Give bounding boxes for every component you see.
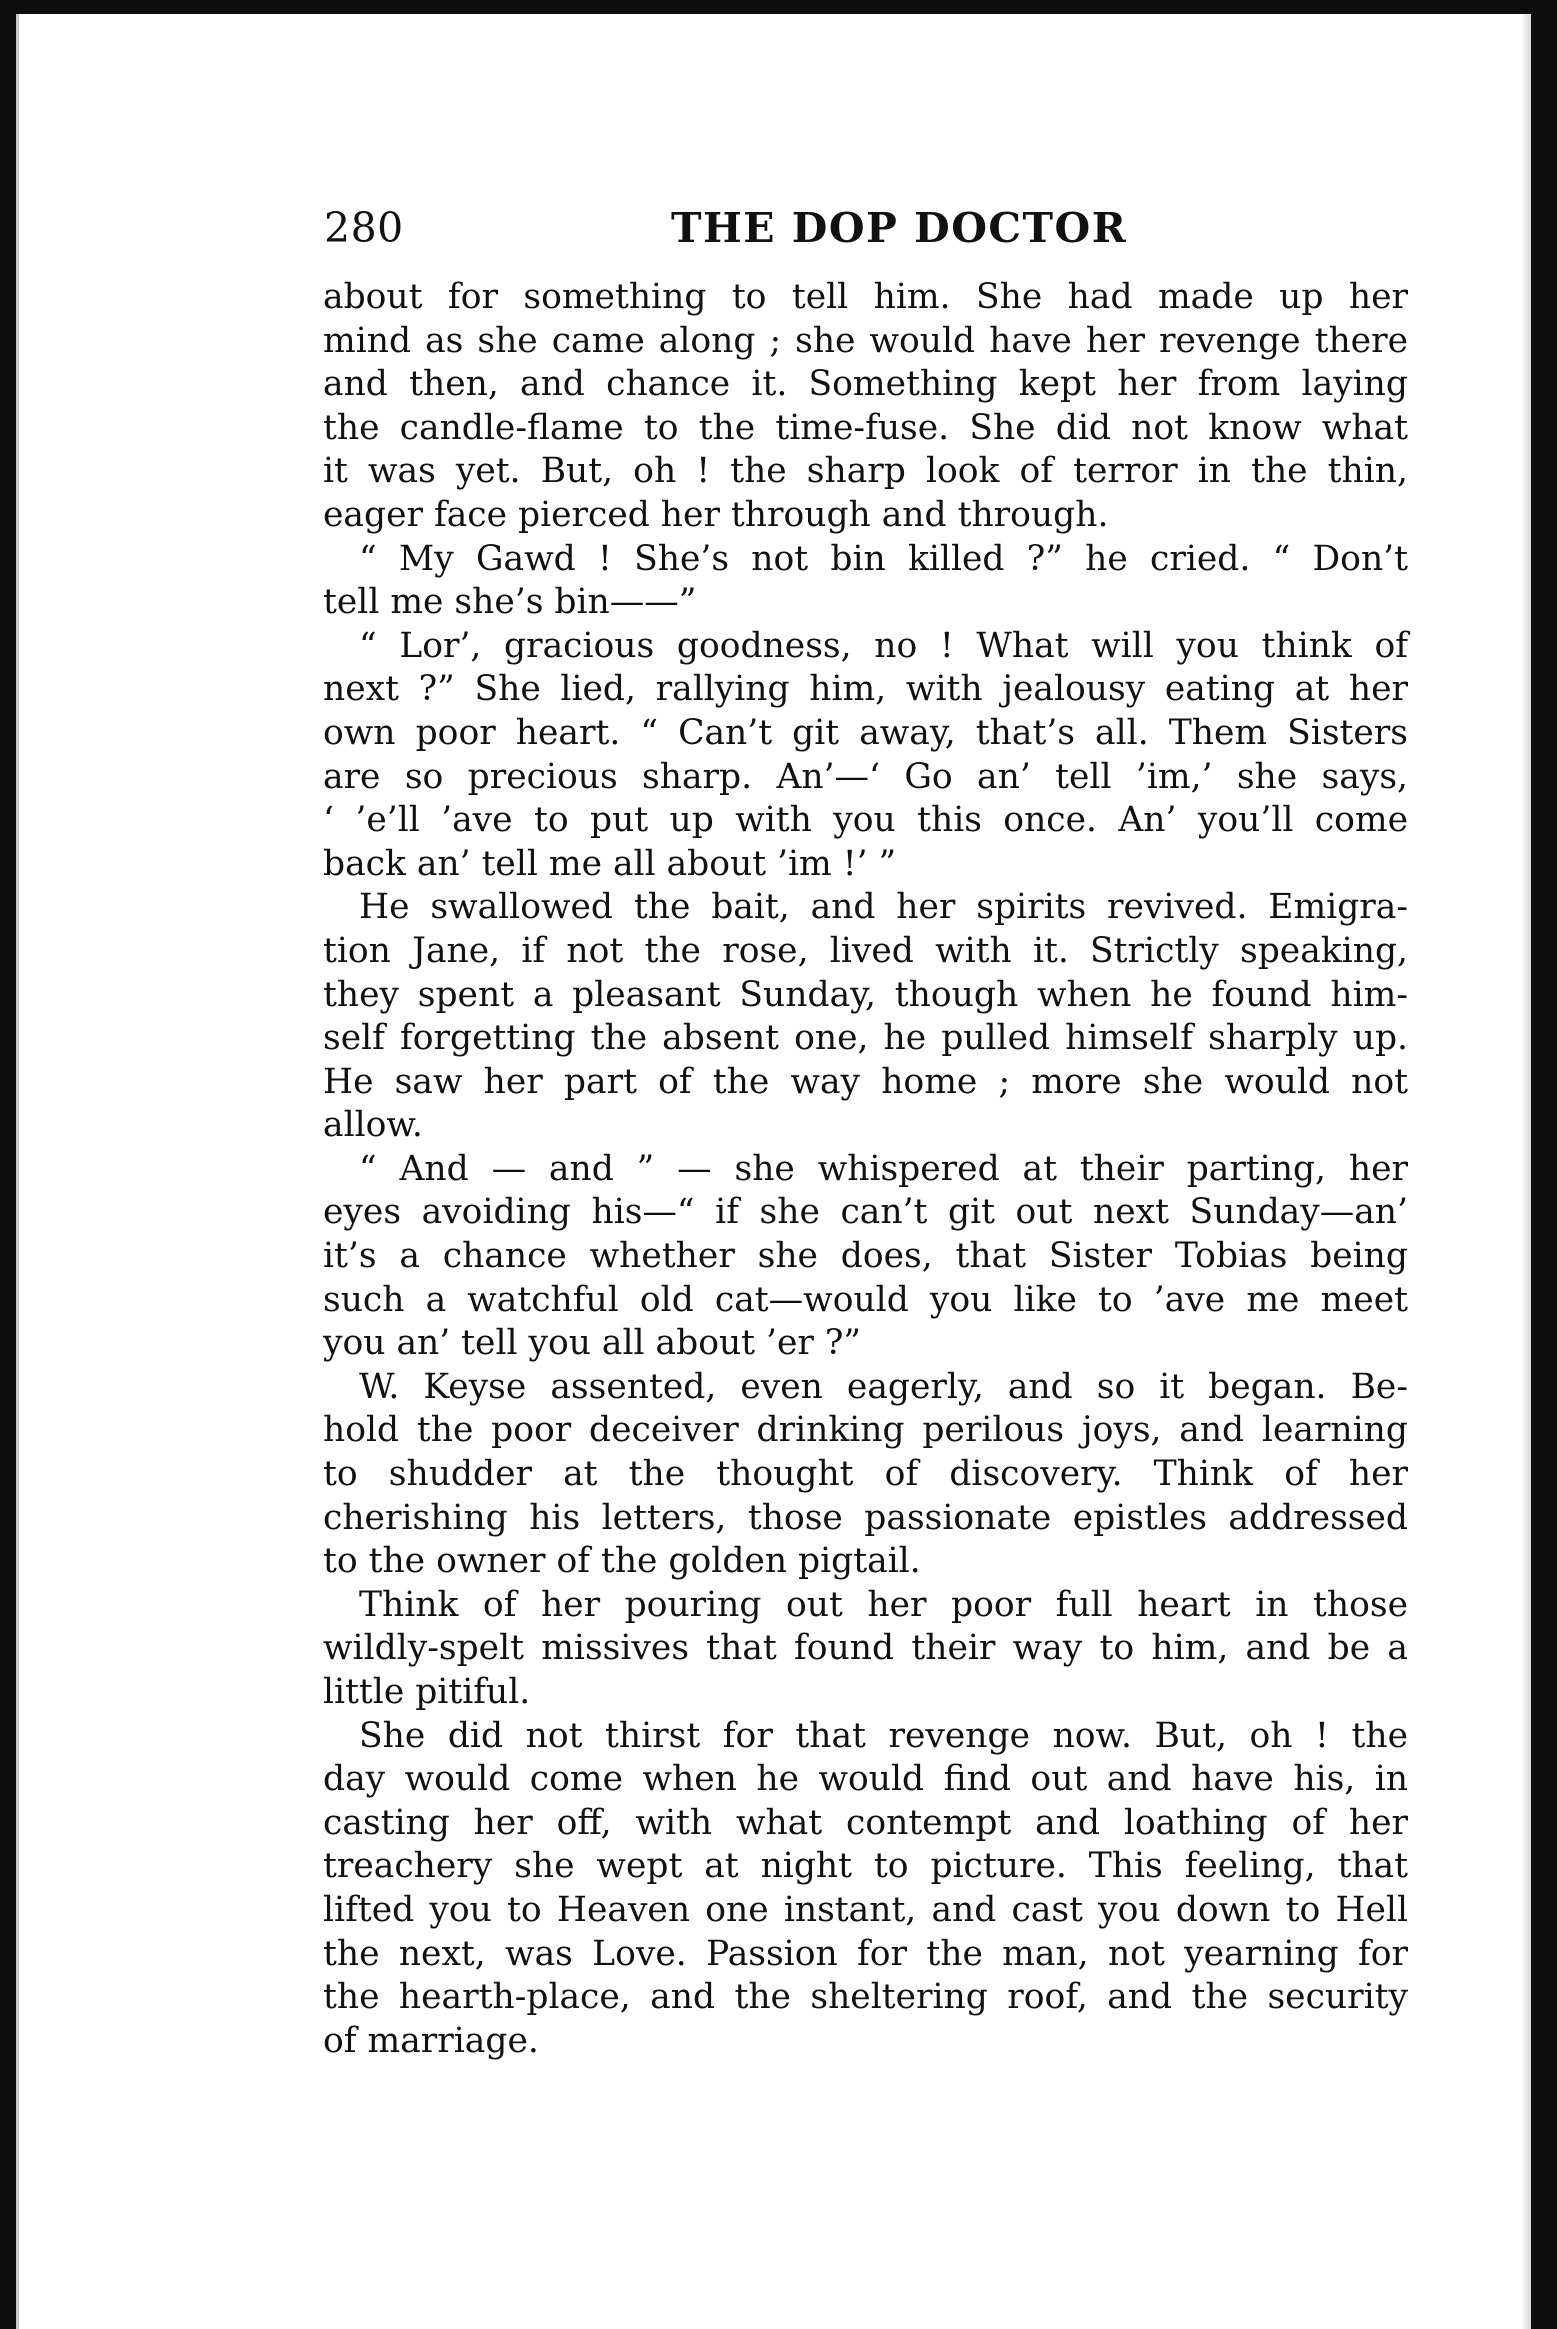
- text-line: such a watchful old cat—would you like to ’ave me meet: [323, 1279, 1408, 1320]
- text-line: day would come when he would find out and have his, in: [323, 1759, 1408, 1800]
- text-line: ‘ ’e’ll ’ave to put up with you this once. An’ you’ll come: [323, 800, 1408, 841]
- text-line: own poor heart. “ Can’t git away, that’s all. Them Sisters: [323, 712, 1408, 753]
- text-line: little pitiful.: [323, 1672, 531, 1712]
- text-line: Think of her pouring out her poor full heart in those: [359, 1584, 1408, 1625]
- text-line: they spent a pleasant Sunday, though when he found him-: [323, 974, 1408, 1015]
- text-line: it was yet. But, oh ! the sharp look of terror in the thin,: [323, 451, 1408, 492]
- text-line: W. Keyse assented, even eagerly, and so it began. Be-: [359, 1366, 1408, 1407]
- text-line: He swallowed the bait, and her spirits revived. Emigra-: [359, 887, 1408, 928]
- paragraph: [323, 886, 1408, 1148]
- text-line: lifted you to Heaven one instant, and cast you down to Hell: [323, 1889, 1408, 1930]
- text-line: self forgetting the absent one, he pulled himself sharply up.: [323, 1018, 1408, 1059]
- text-line: tion Jane, if not the rose, lived with it. Strictly speaking,: [323, 930, 1408, 971]
- text-line: back an’ tell me all about ’im !’ ”: [323, 843, 897, 884]
- paragraph: [323, 1148, 1408, 1366]
- text-line: and then, and chance it. Something kept her from laying: [323, 364, 1408, 405]
- text-line: treachery she wept at night to picture. This feeling, that: [323, 1846, 1408, 1887]
- text-line: “ Lor’, gracious goodness, no ! What will you think of: [359, 625, 1408, 666]
- text-line: about for something to tell him. She had made up her: [323, 277, 1408, 317]
- text-line: “ My Gawd ! She’s not bin killed ?” he cried. “ Don’t: [359, 538, 1408, 579]
- text-line: the hearth-place, and the sheltering roof, and the security: [323, 1977, 1408, 2018]
- text-line: She did not thirst for that revenge now. But, oh ! the: [359, 1715, 1408, 1756]
- page-number: 280: [324, 204, 404, 252]
- text-line: of marriage.: [323, 2020, 539, 2061]
- text-line: the next, was Love. Passion for the man, not yearning for: [323, 1933, 1408, 1974]
- text-line: allow.: [323, 1105, 423, 1146]
- text-line: eager face pierced her through and through.: [323, 494, 1109, 535]
- text-line: hold the poor deceiver drinking perilous joys, and learning: [323, 1410, 1408, 1451]
- text-line: to the owner of the golden pigtail.: [323, 1541, 921, 1582]
- text-line: mind as she came along ; she would have her revenge there: [323, 320, 1408, 361]
- text-line: are so precious sharp. An’—‘ Go an’ tell ’im,’ she says,: [323, 756, 1408, 797]
- text-line: cherishing his letters, those passionate epistles addressed: [323, 1497, 1408, 1538]
- text-line: “ And — and ” — she whispered at their parting, her: [359, 1148, 1408, 1189]
- paragraph: [323, 1366, 1408, 1584]
- paragraph: [323, 1584, 1408, 1715]
- body-text: [323, 276, 1408, 2063]
- page-edge-shadow: [1521, 14, 1531, 2329]
- paragraph: [323, 625, 1408, 887]
- text-line: He saw her part of the way home ; more she would not: [323, 1061, 1408, 1102]
- text-line: wildly-spelt missives that found their way to him, and be a: [323, 1628, 1408, 1669]
- text-line: to shudder at the thought of discovery. Think of her: [323, 1454, 1408, 1495]
- text-line: the candle-flame to the time-fuse. She did not know what: [323, 407, 1408, 448]
- text-line: next ?” She lied, rallying him, with jealousy eating at her: [323, 669, 1408, 710]
- text-line: it’s a chance whether she does, that Sister Tobias being: [323, 1236, 1408, 1277]
- text-line: casting her off, with what contempt and loathing of her: [323, 1802, 1408, 1843]
- text-line: you an’ tell you all about ’er ?”: [323, 1323, 861, 1364]
- paragraph: [323, 538, 1408, 625]
- book-page: [16, 14, 1531, 2329]
- running-title: THE DOP DOCTOR: [671, 204, 1128, 252]
- paragraph: [323, 276, 1408, 538]
- text-line: eyes avoiding his—“ if she can’t git out next Sunday—an’: [323, 1192, 1408, 1233]
- paragraph: [323, 1715, 1408, 2064]
- running-head: [324, 204, 1424, 264]
- text-line: tell me she’s bin——”: [323, 582, 697, 623]
